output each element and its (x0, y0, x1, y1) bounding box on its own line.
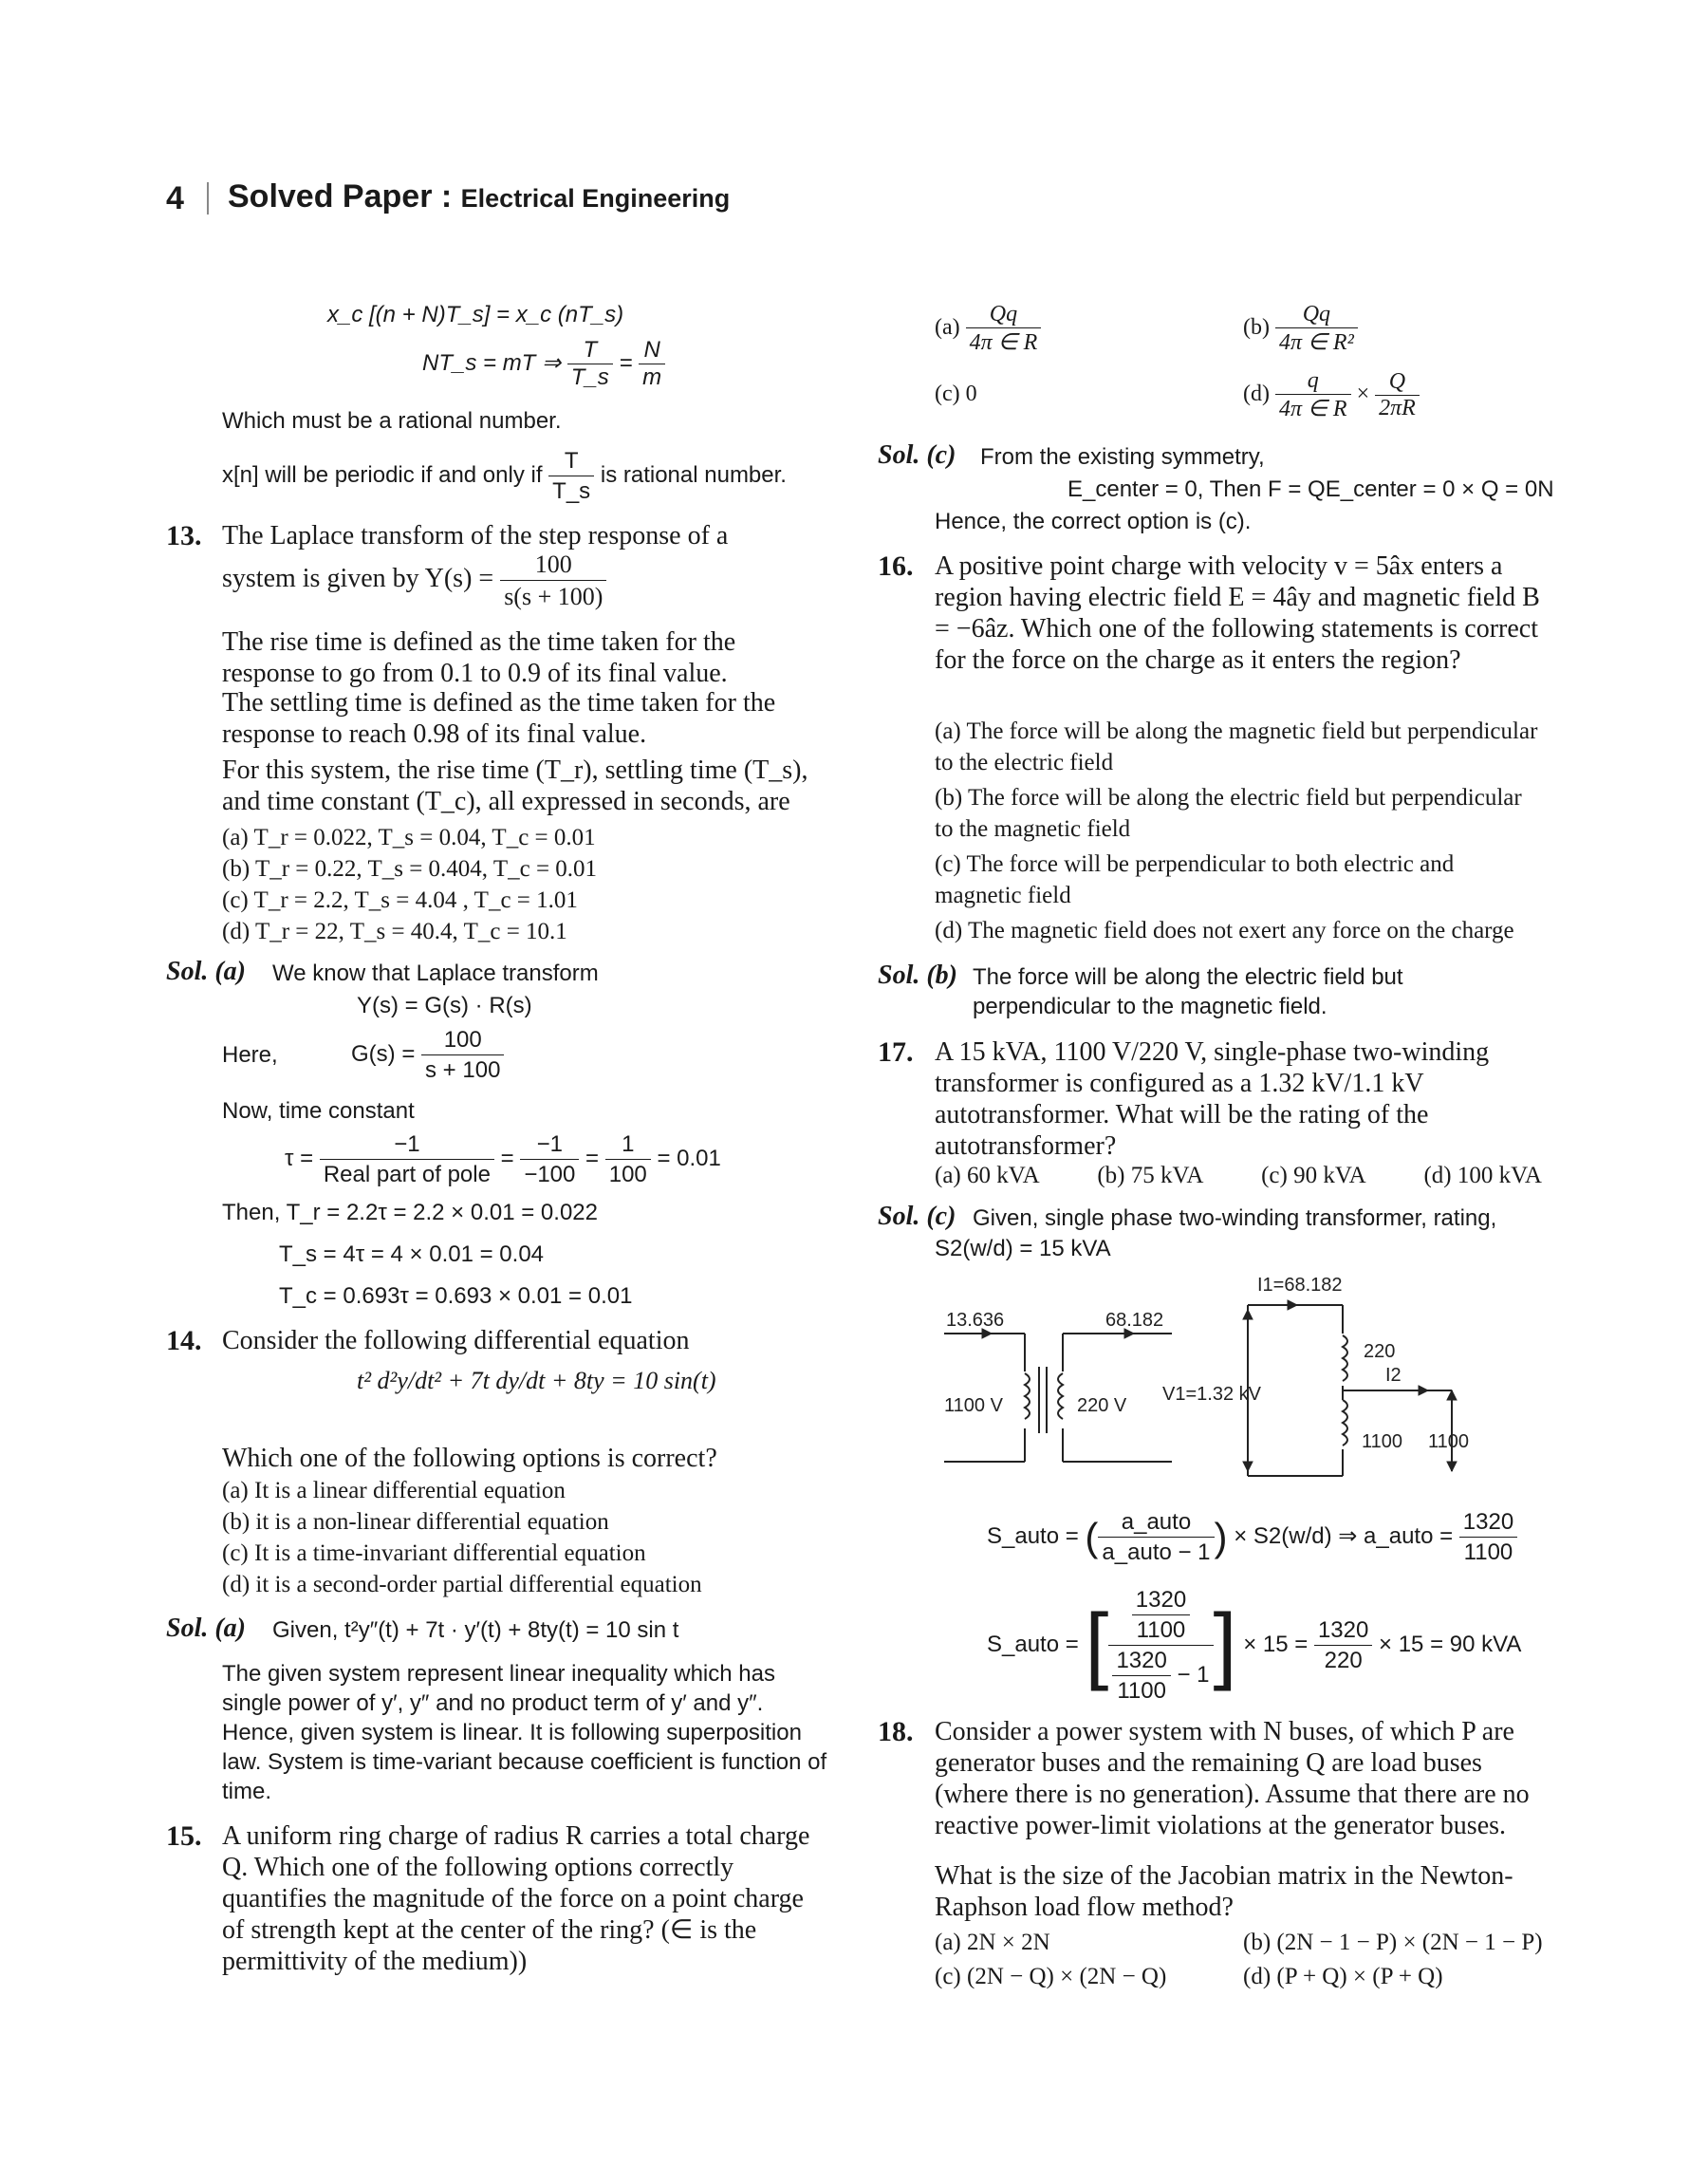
q15-sol-label: Sol. (c) (878, 440, 956, 470)
q18-option-c: (c) (2N − Q) × (2N − Q) (935, 1964, 1167, 1989)
q13-sol-label: Sol. (a) (166, 957, 246, 986)
q16-option-d: (d) The magnetic field does not exert any force on the charge (935, 918, 1514, 943)
q17-eq2-bigfrac (1108, 1585, 1213, 1706)
page-number: 4 (166, 180, 184, 216)
q15-option-a-label: (a) (935, 315, 960, 341)
q13-then3: T_c = 0.693τ = 0.693 × 0.01 = 0.01 (279, 1283, 633, 1309)
q13-tau: τ = (285, 1145, 314, 1171)
q15-option-a-frac: $\frac{Qq}{4\pi \in R}$ (966, 302, 1042, 356)
q17-eq1-left: S_auto = (987, 1522, 1079, 1549)
q18-option-a: (a) 2N × 2N (935, 1930, 1050, 1955)
q13-option-d: (d) T_r = 22, T_s = 40.4, T_c = 10.1 (222, 919, 567, 944)
q16-option-a: (a) The force will be along the magnetic field but perpendicular to the electric field (935, 718, 1538, 775)
v2-arrow-down (1447, 1462, 1457, 1471)
intro-eq1: x_c [(n + N)T_s] = x_c (nT_s) (327, 302, 624, 327)
q16-options (935, 716, 1542, 946)
q13-tau-frac1: $\frac{-1}{\text{Real part of pole}}$ (320, 1129, 494, 1189)
q14-option-c: (c) It is a time-invariant differential equation (222, 1540, 646, 1566)
q17-eq2-result: × 15 = 90 kVA (1379, 1631, 1522, 1657)
q13-sol-g-frac: $\frac{100}{s + 100}$ (421, 1025, 504, 1085)
running-header (228, 178, 730, 215)
q13-sol-g (351, 1025, 504, 1085)
q15-sol2: E_center = 0, Then F = QE_center = 0 × Q = 0N (1068, 476, 1554, 502)
intro-line2-frac: $\frac{T}{T\_s}$ (548, 446, 594, 506)
intro-line1: Which must be a rational number. (222, 408, 562, 434)
q17-sol-label: Sol. (c) (878, 1202, 956, 1231)
q13-then2: T_s = 4τ = 4 × 0.01 = 0.04 (279, 1241, 545, 1267)
label-i1: I1=68.182 (1257, 1275, 1343, 1296)
q17-option-c: (c) 90 kVA (1261, 1163, 1366, 1188)
q14-option-d: (d) it is a second-order partial differential equation (222, 1572, 702, 1597)
intro-line2-b: is rational number. (600, 461, 787, 488)
q18-option-d: (d) (P + Q) × (P + Q) (1243, 1964, 1443, 1989)
q13-option-a: (a) T_r = 0.022, T_s = 0.04, T_c = 0.01 (222, 825, 596, 850)
q17-eq2-top: $\frac{1320}{1100}$ (1132, 1585, 1190, 1645)
q13-frac: $\frac{100}{s(s + 100)}$ (500, 549, 606, 612)
q13-p2: The settling time is defined as the time taken for the response to reach 0.98 of its final value. (222, 688, 776, 749)
q15-option-b-label: (b) (1243, 315, 1270, 341)
label-left-current: 13.636 (946, 1310, 1005, 1331)
q16-sol-label: Sol. (b) (878, 961, 957, 990)
q13-stem1: The Laplace transform of the step response of a (222, 521, 729, 550)
q13-sol-g-left: G(s) = (351, 1040, 416, 1067)
q13-then1: Then, T_r = 2.2τ = 2.2 × 0.01 = 0.022 (222, 1200, 598, 1225)
q14-sol-label: Sol. (a) (166, 1614, 246, 1643)
series-winding (1343, 1335, 1347, 1381)
q14-option-a: (a) It is a linear differential equation (222, 1478, 566, 1503)
q13-stem2-text: system is given by Y(s) = (222, 563, 494, 593)
q16-option-b: (b) The force will be along the electric field but perpendicular to the magnetic field (935, 785, 1522, 842)
q17-eq1: S_auto = ( $\frac{\text{a\_auto}}{\text{a\_auto − 1}}$ ) × S2(w/d) ⇒ a_auto = $\frac{1320}{1100}$ (987, 1507, 1517, 1567)
q16-stem: A positive point charge with velocity v = 5âx enters a region having electric field E = 4ây and magnetic field B = −6âz. Which one of the following statements is correct for the force on the charge as it enters the region? (935, 551, 1540, 675)
q14-sol2: The given system represent linear inequality which has single power of y′, y″ and no product term of y′ and y″. Hence, given system is linear. It is following superposition law. System is time-variant because coefficient is function of time. (222, 1661, 827, 1804)
label-220v: 220 V (1077, 1395, 1127, 1416)
q14-sol1: Given, t²y″(t) + 7t · y′(t) + 8ty(t) = 10 sin t (272, 1617, 679, 1643)
q17-eq2: S_auto = [ $\frac{1320}{1100}$ $\frac{1320}{1100}$ − 1 ] × 15 = $\frac{1320}{220}$ × 15 = 90 kVA (987, 1587, 1522, 1704)
q13-number: 13. (166, 520, 202, 551)
q16-option-c: (c) The force will be perpendicular to both electric and magnetic field (935, 851, 1455, 908)
intro-frac-b: $\frac{N}{m}$ (639, 337, 665, 391)
q17-number: 17. (878, 1036, 914, 1068)
q17-eq2-bottom: $\frac{1320}{1100}$ (1112, 1646, 1170, 1706)
q13-tau-frac3: $\frac{1}{100}$ (605, 1129, 651, 1189)
q13-stem2 (222, 549, 606, 612)
q15-option-d: (d) $\frac{q}{4\pi \in R}$ × $\frac{Q}{2\pi R}$ (1243, 368, 1420, 422)
q13-options (222, 822, 597, 947)
q17-stem: A 15 kVA, 1100 V/220 V, single-phase two-winding transformer is configured as a 1.32 kV/1.1 kV autotransformer. What will be the rating of the autotransformer? (935, 1037, 1490, 1161)
q17-option-d: (d) 100 kVA (1423, 1163, 1542, 1188)
q18-number: 18. (878, 1716, 914, 1747)
label-mid-current: 68.182 (1105, 1310, 1164, 1331)
intro-line2-a: x[n] will be periodic if and only if (222, 461, 543, 488)
header-subtitle: Electrical Engineering (460, 184, 731, 213)
q18-question: What is the size of the Jacobian matrix in the Newton-Raphson load flow method? (935, 1861, 1513, 1922)
v2-arrow-up (1447, 1390, 1457, 1400)
q15-option-c: (c) 0 (935, 382, 977, 406)
q17-eq1-mid: × S2(w/d) ⇒ a_auto = (1234, 1522, 1454, 1549)
q13-option-c: (c) T_r = 2.2, T_s = 4.04 , T_c = 1.01 (222, 887, 578, 913)
i1-arrow (1288, 1300, 1297, 1310)
q17-eq1-ratio: $\frac{1320}{1100}$ (1459, 1507, 1517, 1567)
autotransformer-circuit (935, 1267, 1504, 1495)
primary-coil (1025, 1373, 1030, 1419)
q15-number: 15. (166, 1820, 202, 1852)
intro-line2 (222, 446, 787, 506)
label-1100b: 1100 (1428, 1431, 1470, 1452)
q17-option-b: (b) 75 kVA (1097, 1163, 1204, 1188)
label-v1: V1=1.32 kV (1162, 1384, 1261, 1405)
q13-p1: The rise time is defined as the time taken for the response to go from 0.1 to 0.9 of its final value. (222, 627, 736, 688)
q16-sol: The force will be along the electric field but perpendicular to the magnetic field. (973, 964, 1403, 1019)
q15-option-d-frac1: $\frac{q}{4\pi \in R}$ (1275, 368, 1351, 422)
q14-options (222, 1475, 702, 1600)
secondary-coil (1058, 1373, 1063, 1419)
q13-sol1: We know that Laplace transform (272, 961, 599, 986)
q17-eq1-frac: $\frac{\text{a\_auto}}{\text{a\_auto − 1}}$ (1098, 1507, 1214, 1567)
q13-sol-now: Now, time constant (222, 1098, 415, 1124)
q15-option-a (935, 302, 1041, 356)
q13-sol2: Y(s) = G(s) · R(s) (357, 993, 532, 1018)
q16-number: 16. (878, 550, 914, 582)
header-title: Solved Paper : (228, 178, 453, 215)
q15-sol3: Hence, the correct option is (c). (935, 509, 1252, 534)
q17-sol1: Given, single phase two-winding transformer, rating, (973, 1205, 1497, 1231)
q13-tau-eq: τ = $\frac{-1}{\text{Real part of pole}}$ = $\frac{-1}{-100}$ = $\frac{1}{100}$ = 0.01 (285, 1131, 721, 1187)
q13-p3: For this system, the rise time (T_r), settling time (T_s), and time constant (T_c), all expressed in seconds, are (222, 756, 808, 816)
v1-arrow-up (1243, 1310, 1253, 1319)
q15-stem: A uniform ring charge of radius R carries a total charge Q. Which one of the following options correctly quantifies the magnitude of the force on a point charge of strength kept at the center of the ring? (∈ is the permittivity of the medium)) (222, 1821, 810, 1976)
q17-eq2-ratio: $\frac{1320}{220}$ (1314, 1615, 1372, 1675)
q15-option-d-frac2: $\frac{Q}{2\pi R}$ (1375, 369, 1420, 421)
q17-eq2-left: S_auto = (987, 1631, 1079, 1657)
q17-eq2-minus: − 1 (1177, 1661, 1210, 1688)
q13-tau-result: = 0.01 (657, 1145, 721, 1171)
label-1100a: 1100 (1362, 1431, 1403, 1452)
intro-frac-a: $\frac{T}{T\_s}$ (567, 337, 613, 391)
intro-eq2: NT_s = mT ⇒ $\frac{T}{T\_s}$ = $\frac{N}{m}$ (422, 337, 665, 391)
q17-eq2-mid: × 15 = (1243, 1631, 1309, 1657)
intro-eq2-left: NT_s = mT ⇒ (422, 349, 562, 376)
q13-sol-here: Here, (222, 1042, 278, 1068)
q15-option-b-frac: $\frac{Qq}{\text{4π ∈ R²}}$ (1275, 302, 1358, 356)
q13-option-b: (b) T_r = 0.22, T_s = 0.404, T_c = 0.01 (222, 856, 598, 882)
q17-option-a: (a) 60 kVA (935, 1163, 1040, 1188)
v1-arrow-down (1243, 1462, 1253, 1471)
label-1100v: 1100 V (944, 1395, 1003, 1416)
q15-sol1: From the existing symmetry, (980, 444, 1265, 470)
q14-equation: t² d²y/dt² + 7t dy/dt + 8ty = 10 sin(t) (357, 1367, 716, 1394)
q18-stem: Consider a power system with N buses, of which P are generator buses and the remaining Q are load buses (where there is no generation). Assume that there are no reactive power-limit violations at the generator buses. (935, 1717, 1530, 1840)
i2-arrow (1419, 1386, 1428, 1395)
q13-tau-frac2: $\frac{-1}{-100}$ (520, 1129, 579, 1189)
q14-number: 14. (166, 1325, 202, 1356)
q17-options (935, 1160, 1542, 1191)
q14-option-b: (b) it is a non-linear differential equation (222, 1509, 609, 1535)
q14-question: Which one of the following options is correct? (222, 1444, 717, 1473)
label-220: 220 (1364, 1341, 1396, 1362)
q18-option-b: (b) (2N − 1 − P) × (2N − 1 − P) (1243, 1930, 1543, 1955)
q14-stem: Consider the following differential equation (222, 1326, 690, 1355)
header-divider (207, 182, 209, 215)
q15-option-d-label: (d) (1243, 382, 1270, 407)
q15-option-b (1243, 302, 1358, 356)
q17-sol2: S2(w/d) = 15 kVA (935, 1236, 1111, 1261)
label-i2: I2 (1385, 1365, 1402, 1386)
common-winding (1343, 1400, 1347, 1446)
